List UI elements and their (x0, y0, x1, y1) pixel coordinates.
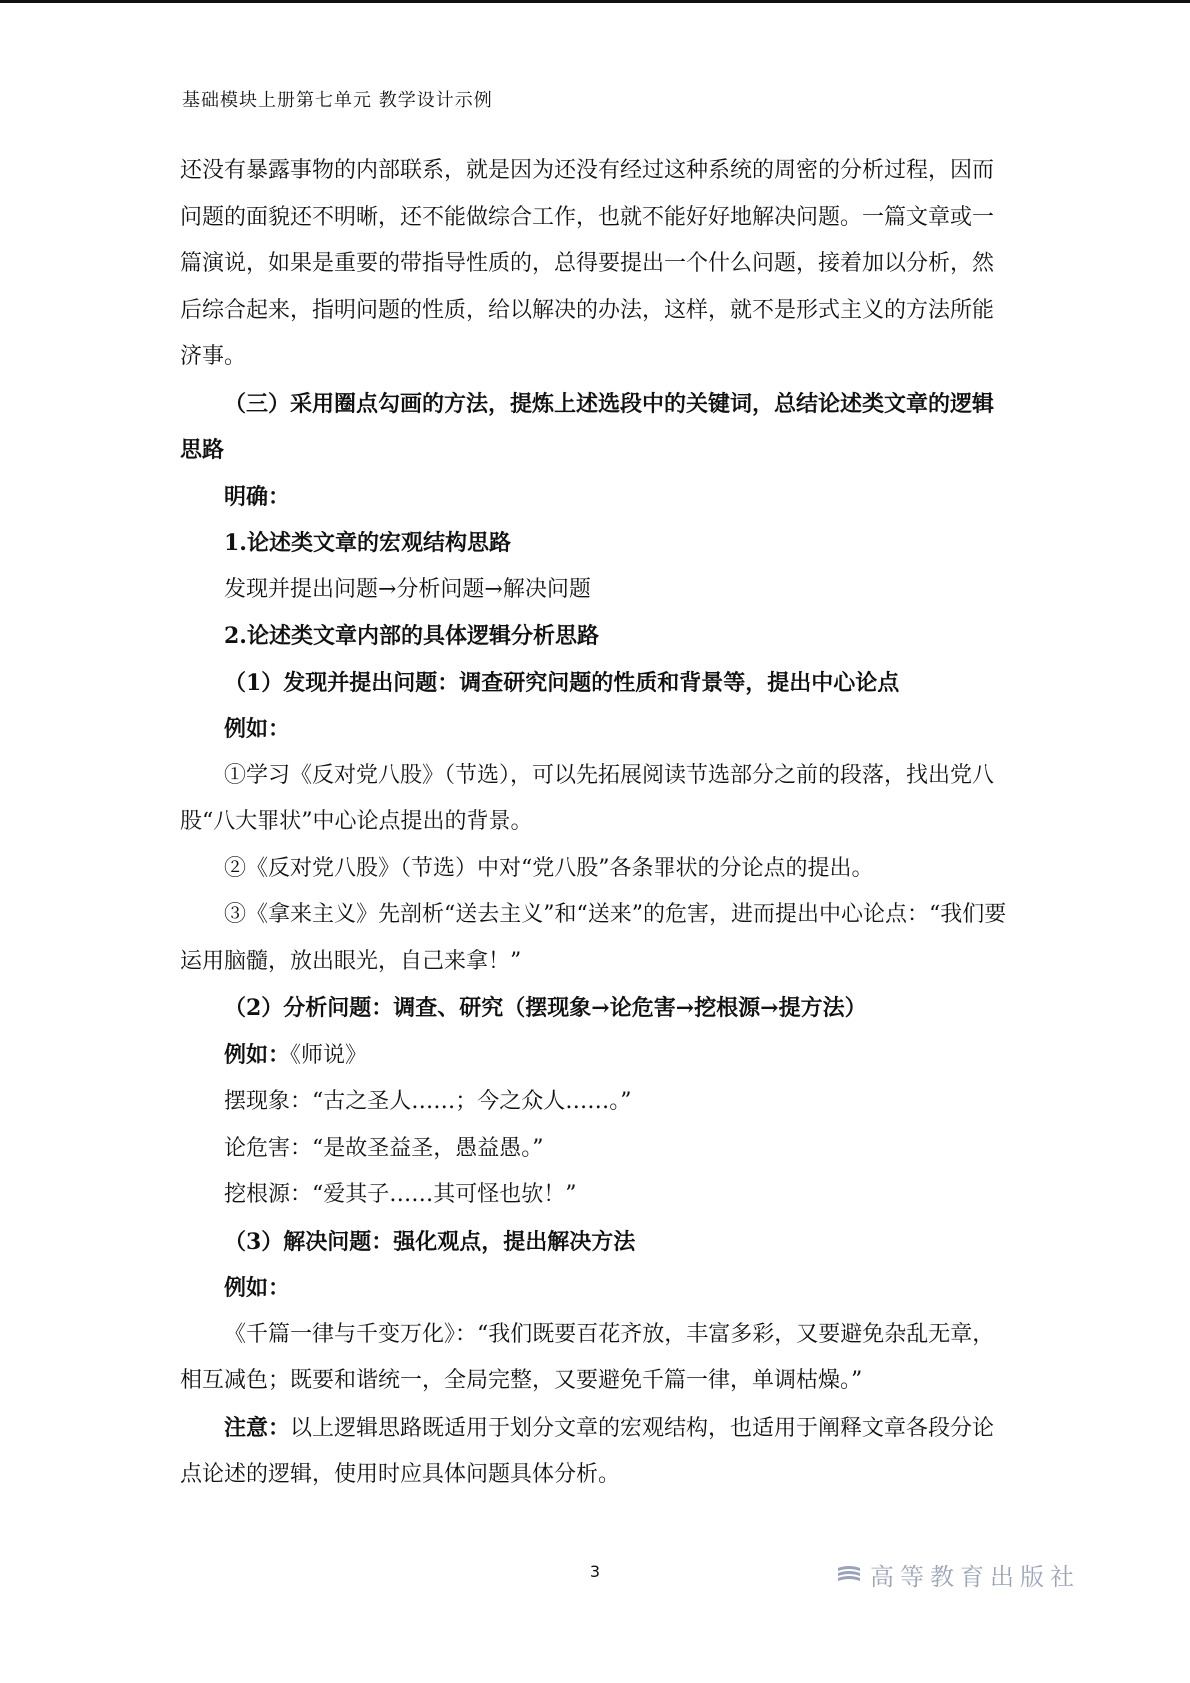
publisher-name: 高等教育出版社 (870, 1563, 1080, 1591)
publisher-emblem-icon (836, 1565, 862, 1585)
analysis-phenomenon: 摆现象：“古之圣人……；今之众人……。” (224, 1089, 632, 1114)
page-number: 3 (589, 1562, 601, 1581)
subpoint-3-heading: （3）解决问题：强化观点，提出解决方法 (224, 1228, 636, 1255)
example-item-2: ②《反对党八股》（节选）中对“党八股”各条罪状的分论点的提出。 (224, 855, 874, 881)
point-2-heading: 2.论述类文章内部的具体逻辑分析思路 (224, 623, 599, 649)
note-label: 注意： (224, 1414, 291, 1441)
note-text: 以上逻辑思路既适用于划分文章的宏观结构，也适用于阐释文章各段分论点论述的逻辑，使用时应具体问题具体分析。 (180, 1415, 995, 1487)
macro-structure-flow: 发现并提出问题→分析问题→解决问题 (224, 576, 591, 602)
note-paragraph (180, 1405, 1010, 1499)
example-shishuo-title: 《师说》 (290, 1042, 368, 1068)
body-content (180, 148, 1010, 1499)
example-item-3: ③《拿来主义》先剖析“送去主义”和“送来”的危害，进而提出中心论点：“我们要运用脑髓，放出眼光，自己来拿！” (180, 902, 1007, 974)
label-clarify: 明确： (224, 483, 291, 510)
example-item-1: ①学习《反对党八股》（节选），可以先拓展阅读节选部分之前的段落，找出党八股“八大罪状”中心论点提出的背景。 (180, 762, 995, 834)
section-heading-3: （三）采用圈点勾画的方法，提炼上述选段中的关键词，总结论述类文章的逻辑思路 (180, 390, 995, 463)
subpoint-1-heading: （1）发现并提出问题：调查研究问题的性质和背景等，提出中心论点 (224, 669, 900, 696)
publisher-logo (836, 1557, 1080, 1592)
example-shishuo (180, 1032, 1010, 1080)
example-quote: 《千篇一律与千变万化》：“我们既要百花齐放，丰富多彩，又要避免杂乱无章，相互减色；既要和谐统一，全局完整，又要避免千篇一律，单调枯燥。” (180, 1321, 995, 1393)
example-label-inline: 例如： (224, 1041, 291, 1068)
analysis-harm: 论危害：“是故圣益圣，愚益愚。” (224, 1135, 544, 1161)
running-header: 基础模块上册第七单元 教学设计示例 (182, 90, 493, 111)
subpoint-2-heading: （2）分析问题：调查、研究（摆现象→论危害→挖根源→提方法） (224, 995, 867, 1021)
example-label-2: 例如： (224, 1275, 291, 1301)
paragraph-continuation: 还没有暴露事物的内部联系，就是因为还没有经过这种系统的周密的分析过程，因而问题的面貌还不明晰，还不能做综合工作，也就不能好好地解决问题。一篇文章或一篇演说，如果是重要的带指导性质的，总得要提出一个什么问题，接着加以分析，然后综合起来，指明问题的性质，给以解决的办法，这样，就不是形式主义的方法所能济事。 (180, 158, 995, 369)
point-1-heading: 1.论述类文章的宏观结构思路 (224, 530, 511, 556)
analysis-root: 挖根源：“爱其子……其可怪也欤！” (224, 1182, 577, 1207)
top-rule (0, 0, 1190, 3)
example-label: 例如： (224, 716, 291, 742)
